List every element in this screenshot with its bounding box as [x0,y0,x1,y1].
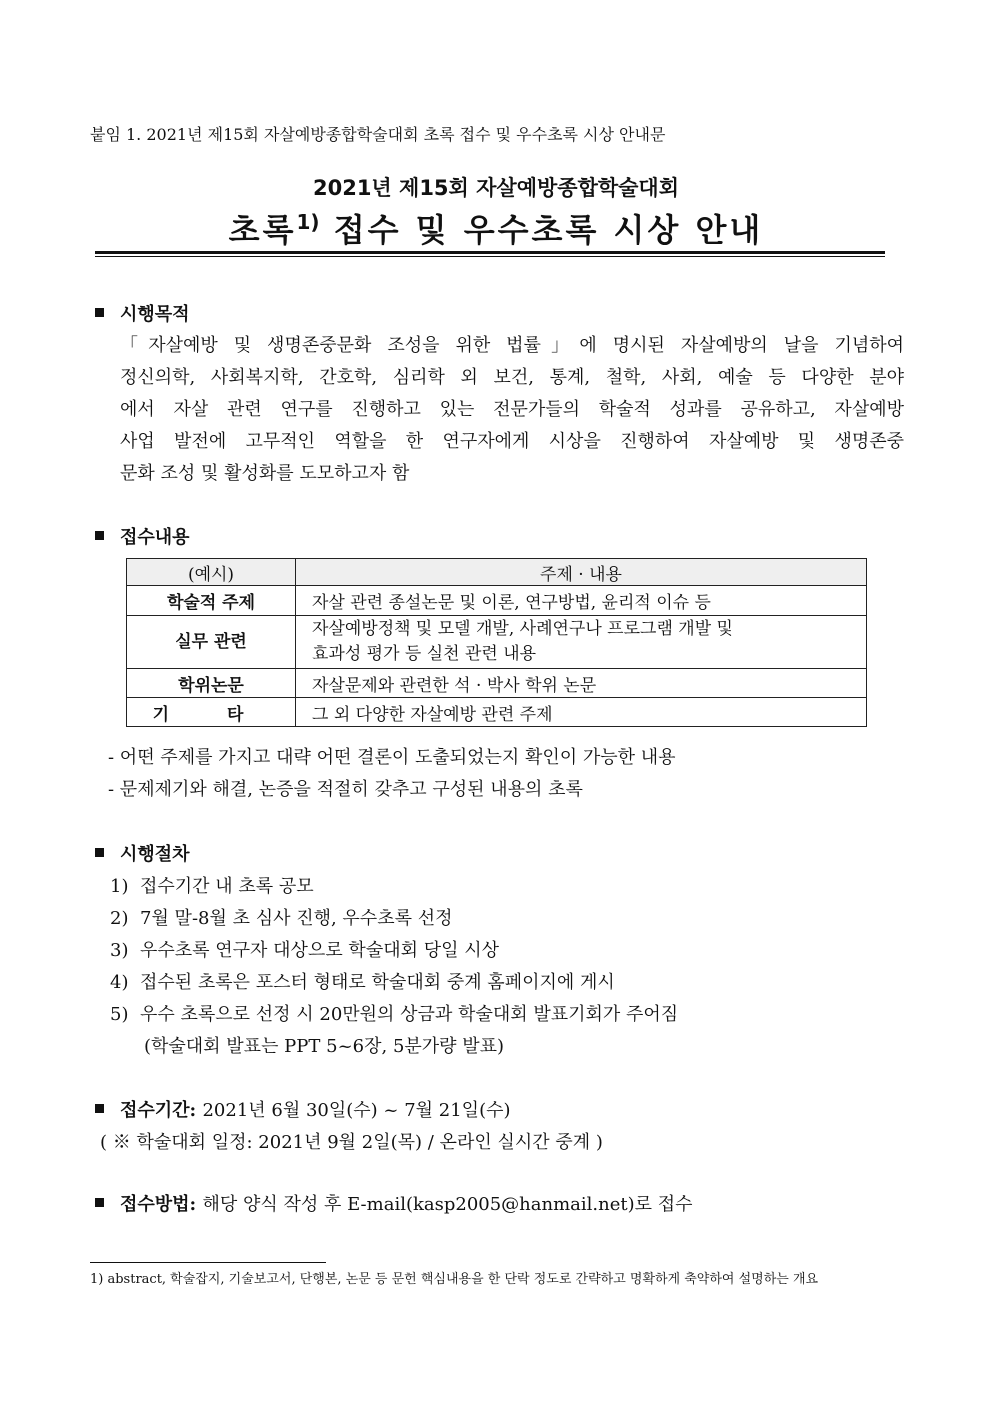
period-value: 2021년 6월 30일(수) ~ 7월 21일(수) [202,1100,511,1121]
purpose-line: 정신의학, 사회복지학, 간호학, 심리학 외 보건, 통계, 철학, 사회, 예술 등 다양한 분야 [120,367,904,388]
purpose-line: 에서 자살 관련 연구를 진행하고 있는 전문가들의 학술적 성과를 공유하고, 자살예방 [120,399,904,420]
table-content-cell: 자살 관련 종설논문 및 이론, 연구방법, 윤리적 이슈 등 [296,586,867,616]
step-number: 4) [110,972,129,993]
purpose-line: 사업 발전에 고무적인 역할을 한 연구자에게 시상을 진행하여 자살예방 및 생명존중 [120,431,904,452]
table-row [127,669,867,698]
procedure-step-subnote: (학술대회 발표는 PPT 5~6장, 5분가량 발표) [144,1036,505,1057]
section-procedure-heading [95,840,190,866]
table-header-row [127,559,867,586]
square-bullet-icon [95,1198,104,1207]
square-bullet-icon [95,848,104,857]
content-note: - 문제제기와 해결, 논증을 적절히 갖추고 구성된 내용의 초록 [108,779,583,800]
step-number: 1) [110,876,129,897]
table-row [127,586,867,616]
table-category-cell: 학위논문 [127,669,296,698]
procedure-step [110,936,499,962]
purpose-line: 문화 조성 및 활성화를 도모하고자 함 [120,463,410,484]
table-content-cell: 자살문제와 관련한 석 · 박사 학위 논문 [296,669,867,698]
table-content-cell: 그 외 다양한 자살예방 관련 주제 [296,698,867,727]
title-rest: 접수 및 우수초록 시상 안내 [319,211,764,249]
method-label: 접수방법: [120,1194,197,1215]
period-label: 접수기간: [120,1100,197,1121]
table-row [127,698,867,727]
table-category-cell: 실무 관련 [127,616,296,669]
square-bullet-icon [95,531,104,540]
table-category-cell: 기 타 [127,698,296,727]
title-rule-thin [95,256,885,257]
footnote: 1) abstract, 학술잡지, 기술보고서, 단행본, 논문 등 문헌 핵심내용을 한 단락 정도로 간략하고 명확하게 축약하여 설명하는 개요 [90,1272,819,1287]
procedure-step [110,1000,678,1026]
step-text: 접수된 초록은 포스터 형태로 학술대회 중계 홈페이지에 게시 [140,972,615,993]
step-text: 접수기간 내 초록 공모 [140,876,314,897]
procedure-step [110,968,615,994]
section-content-heading [95,523,190,549]
footnote-ref: 1) [296,210,320,234]
procedure-step [110,904,452,930]
step-number: 2) [110,908,129,929]
footnote-rule [90,1262,326,1263]
section-purpose-heading [95,300,190,326]
document-title-line2 [0,205,992,251]
purpose-line: 「자살예방 및 생명존중문화 조성을 위한 법률」에 명시된 자살예방의 날을 기념하여 [120,335,904,356]
attachment-label: 붙임 1. 2021년 제15회 자살예방종합학술대회 초록 접수 및 우수초록 시상 안내문 [90,125,666,144]
step-text: 우수 초록으로 선정 시 20만원의 상금과 학술대회 발표기회가 주어짐 [140,1004,679,1025]
section-heading-text: 시행절차 [120,844,190,865]
table-content-line: 자살예방정책 및 모델 개발, 사례연구나 프로그램 개발 및 [312,619,733,639]
title-rule-thick [95,251,885,254]
step-text: 7월 말-8월 초 심사 진행, 우수초록 선정 [140,908,453,929]
period-note: ( ※ 학술대회 일정: 2021년 9월 2일(목) / 온라인 실시간 중계 ) [100,1132,603,1153]
square-bullet-icon [95,308,104,317]
method-value: 해당 양식 작성 후 E-mail(kasp2005@hanmail.net)로 접수 [202,1194,693,1215]
step-number: 5) [110,1004,129,1025]
section-period [95,1096,511,1122]
square-bullet-icon [95,1104,104,1113]
title-word: 초록 [228,211,297,249]
table-content-line: 효과성 평가 등 실천 관련 내용 [312,644,537,664]
section-method [95,1190,693,1216]
table-header-cell: (예시) [127,559,296,586]
table-category-cell: 학술적 주제 [127,586,296,616]
topics-table [126,558,867,727]
document-title-line1: 2021년 제15회 자살예방종합학술대회 [312,176,679,200]
section-heading-text: 접수내용 [120,527,190,548]
step-number: 3) [110,940,129,961]
content-note: - 어떤 주제를 가지고 대략 어떤 결론이 도출되었는지 확인이 가능한 내용 [108,747,676,768]
step-text: 우수초록 연구자 대상으로 학술대회 당일 시상 [140,940,499,961]
purpose-paragraph [120,330,904,490]
table-header-cell: 주제 · 내용 [296,559,867,586]
procedure-step [110,872,314,898]
section-heading-text: 시행목적 [120,304,190,325]
table-content-cell [296,616,867,669]
table-row [127,616,867,669]
